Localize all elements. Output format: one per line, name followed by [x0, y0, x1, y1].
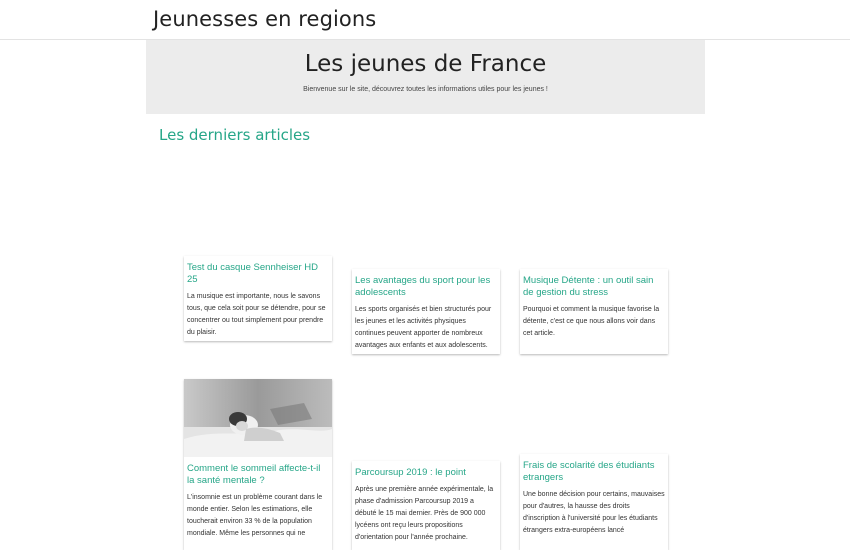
- article-card[interactable]: [520, 454, 668, 550]
- hero-title: Les jeunes de France: [304, 51, 547, 77]
- site-brand-link[interactable]: Jeunesses en regions: [153, 7, 377, 31]
- hero-banner: [146, 40, 705, 114]
- article-title-link[interactable]: Comment le sommeil affecte-t-il la santé mentale ?: [187, 463, 321, 486]
- article-excerpt: Les sports organisés et bien structurés pour les jeunes et les activités physiques continues peuvent apporter de nombreux avantages aux enfants et aux adolescents.: [355, 306, 492, 349]
- article-excerpt: La musique est importante, nous le savons tous, que cela soit pour se détendre, pour se concentrer ou tout simplement pour prendre du plaisir.: [187, 293, 326, 336]
- sleeping-woman-image: [184, 379, 332, 457]
- article-card[interactable]: [352, 269, 500, 354]
- article-excerpt: Une bonne décision pour certains, mauvaises pour d'autres, la hausse des droits d'inscription à l'université pour les étudiants étrangers extra-européens lancé: [523, 491, 665, 534]
- article-card[interactable]: [352, 461, 500, 550]
- article-title-link[interactable]: Test du casque Sennheiser HD 25: [187, 262, 318, 285]
- hero-subtitle: Bienvenue sur le site, découvrez toutes les informations utiles pour les jeunes !: [303, 86, 548, 93]
- article-thumbnail-sleeping-woman[interactable]: [184, 379, 332, 457]
- article-card[interactable]: [520, 269, 668, 354]
- article-title-link[interactable]: Musique Détente : un outil sain de gestion du stress: [523, 275, 654, 298]
- article-excerpt: Pourquoi et comment la musique favorise la détente, c'est ce que nous allons voir dans cet article.: [523, 306, 660, 337]
- article-title-link[interactable]: Parcoursup 2019 : le point: [355, 467, 466, 478]
- article-title-link[interactable]: Frais de scolarité des étudiants etrangers: [523, 460, 655, 483]
- navbar: [0, 0, 850, 40]
- article-excerpt: L'insomnie est un problème courant dans le monde entier. Selon les estimations, elle toucherait environ 33 % de la population mondiale. Même les personnes qui ne: [187, 494, 323, 537]
- article-excerpt: Après une première année expérimentale, la phase d'admission Parcoursup 2019 a débuté le 15 mai dernier. Près de 900 000 lycéens ont reçu leurs propositions d'orientation pour l'année prochaine.: [355, 486, 494, 541]
- article-title-link[interactable]: Les avantages du sport pour les adolescents: [355, 275, 491, 298]
- article-card[interactable]: [184, 379, 332, 550]
- article-card[interactable]: [184, 256, 332, 341]
- latest-articles-heading: Les derniers articles: [159, 126, 311, 144]
